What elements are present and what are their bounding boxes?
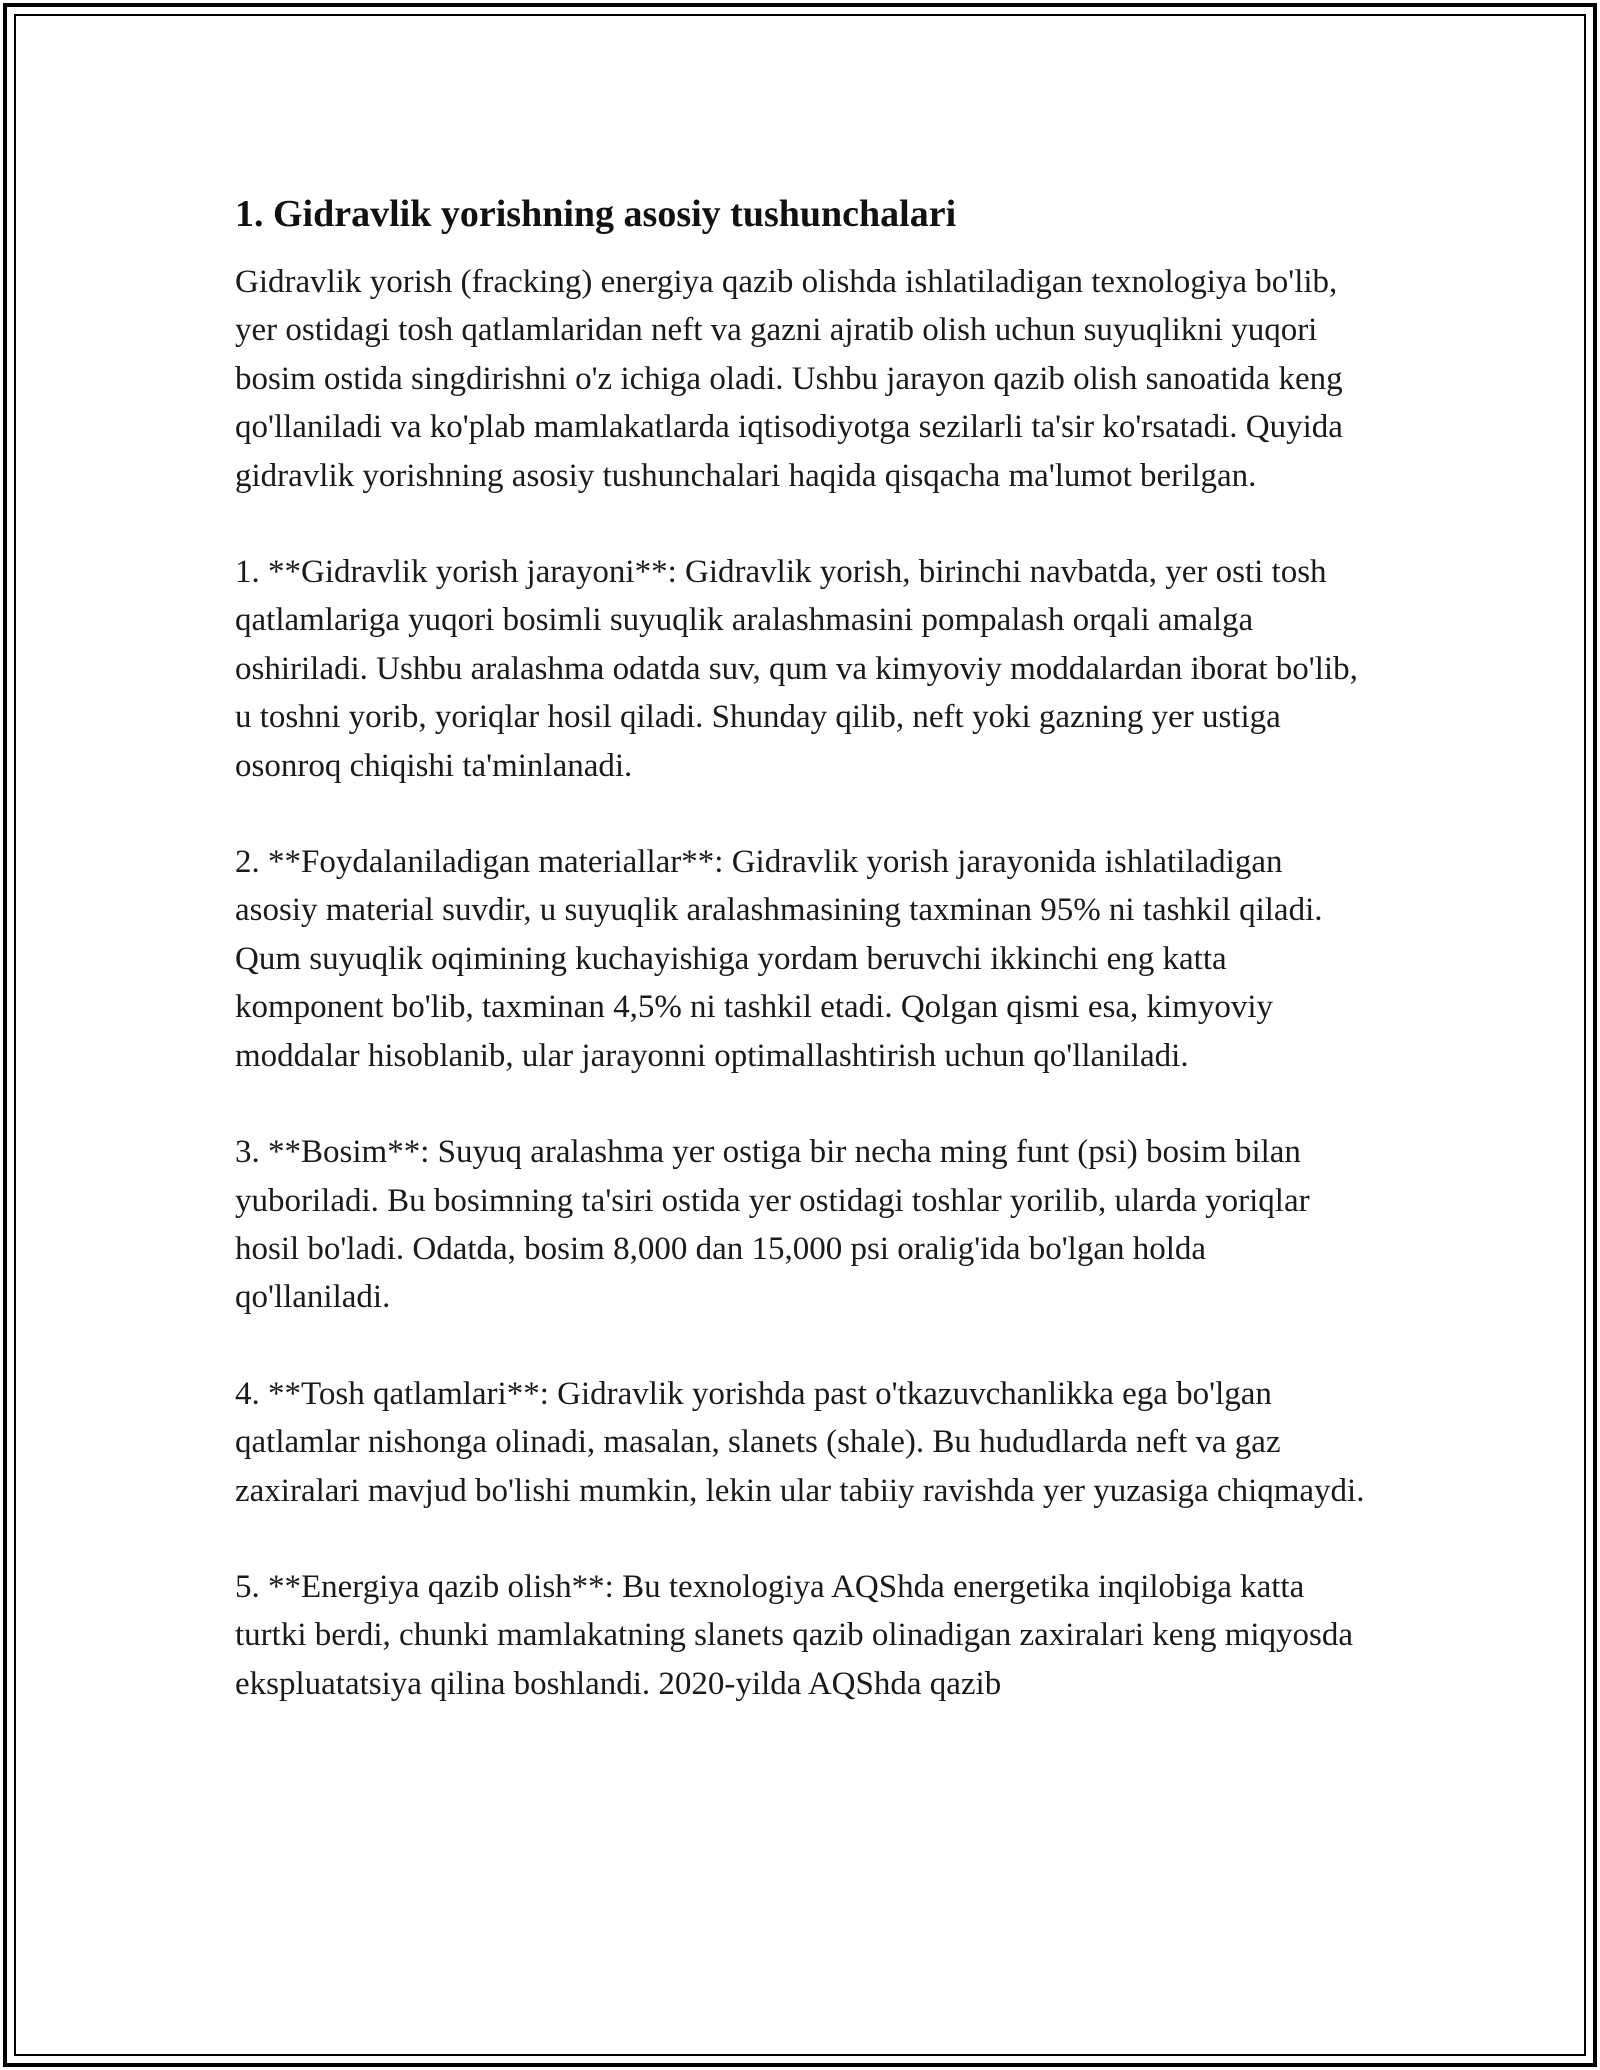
intro-paragraph: Gidravlik yorish (fracking) energiya qazib olishda ishlatiladigan texnologiya bo'lib, yer ostidagi tosh qatlamlaridan neft va gazni ajratib olish uchun suyuqlikni yuqori bosim ostida singdirishni o'z ichiga oladi. Ushbu jarayon qazib olish sanoatida keng qo'llaniladi va ko'plab mamlakatlarda iqtisodiyotga sezilarli ta'sir ko'rsatadi. Quyida gidravlik yorishning asosiy tushunchalari haqida qisqacha ma'lumot berilgan.	[235, 264, 1343, 494]
paragraph-rock-layers: 4. **Tosh qatlamlari**: Gidravlik yorishda past o'tkazuvchanlikka ega bo'lgan qatlamlar nishonga olinadi, masalan, slanets (shale). Bu hududlarda neft va gaz zaxiralari mavjud bo'lishi mumkin, lekin ular tabiiy ravishda yer yuzasiga chiqmaydi.	[235, 1375, 1365, 1509]
paragraph-materials: 2. **Foydalaniladigan materiallar**: Gidravlik yorish jarayonida ishlatiladigan asosiy material suvdir, u suyuqlik aralashmasining taxminan 95% ni tashkil qiladi. Qum suyuqlik oqimining kuchayishiga yordam beruvchi ikkinchi eng katta komponent bo'lib, taxminan 4,5% ni tashkil etadi. Qolgan qismi esa, kimyoviy moddalar hisoblanib, ular jarayonni optimallashtirish uchun qo'llaniladi.	[235, 844, 1323, 1074]
paragraph-fracking-process: 1. **Gidravlik yorish jarayoni**: Gidravlik yorish, birinchi navbatda, yer osti tosh qatlamlariga yuqori bosimli suyuqlik aralashmasini pompalash orqali amalga oshiriladi. Ushbu aralashma odatda suv, qum va kimyoviy moddalardan iborat bo'lib, u toshni yorib, yoriqlar hosil qiladi. Shunday qilib, neft yoki gazning yer ustiga osonroq chiqishi ta'minlanadi.	[235, 554, 1358, 784]
paragraph-pressure: 3. **Bosim**: Suyuq aralashma yer ostiga bir necha ming funt (psi) bosim bilan yuboriladi. Bu bosimning ta'siri ostida yer ostidagi toshlar yorilib, ularda yoriqlar hosil bo'ladi. Odatda, bosim 8,000 dan 15,000 psi oralig'ida bo'lgan holda qo'llaniladi.	[235, 1134, 1310, 1316]
section-heading: 1. Gidravlik yorishning asosiy tushunchalari	[235, 193, 957, 235]
paragraph-energy-extraction: 5. **Energiya qazib olish**: Bu texnologiya AQShda energetika inqilobiga katta turtki berdi, chunki mamlakatning slanets qazib olinadigan zaxiralari keng miqyosda ekspluatatsiya qilina boshlandi. 2020-yilda AQShda qazib	[235, 1568, 1354, 1702]
document-body	[235, 186, 1365, 1708]
